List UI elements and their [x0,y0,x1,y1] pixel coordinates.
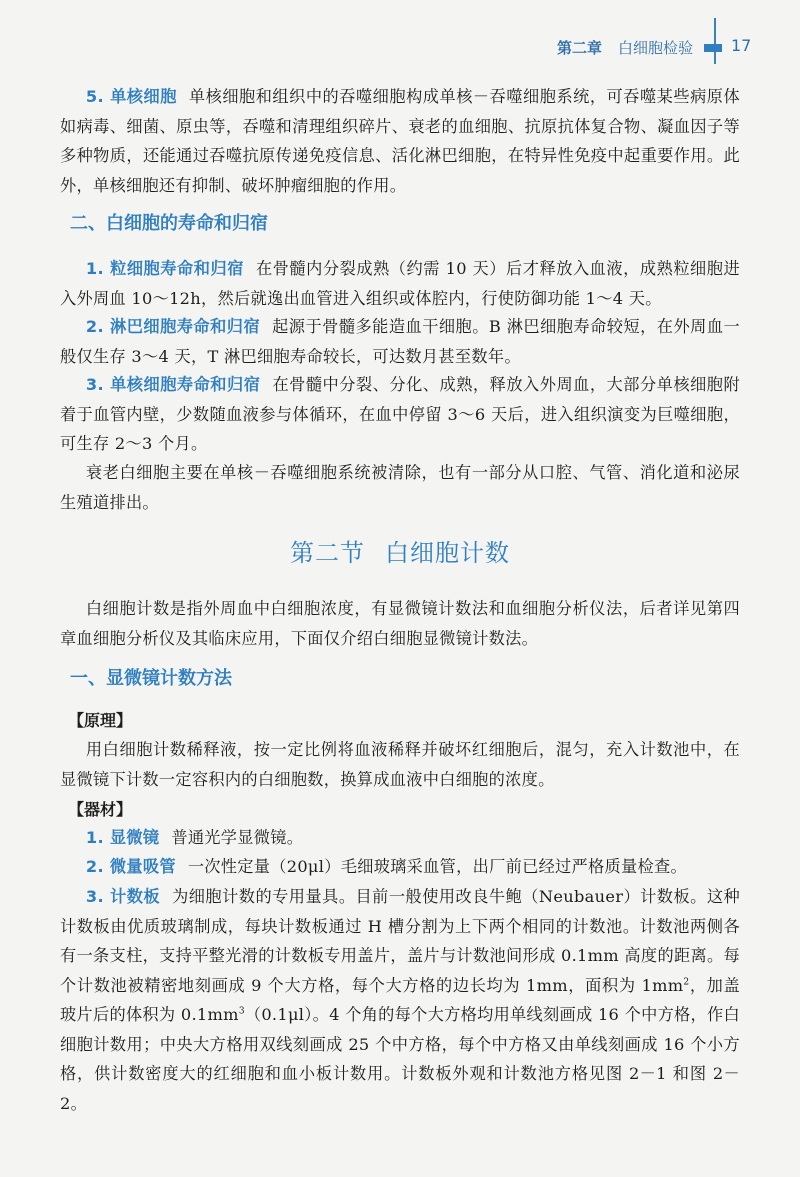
header-accent-bar [704,44,722,52]
page-header [0,0,800,70]
section-number: 第二节 [290,539,365,567]
paragraph-text: 普通光学显微镜。 [171,828,304,847]
paragraph-lead: 1. 粒细胞寿命和归宿 [85,259,244,278]
paragraph-text: 在骨髓内分裂成熟（约需 10 天）后才释放入血液，成熟粒细胞进入外周血 10～12h，然后就逸出血管进入组织或体腔内，行使防御功能 1～4 天。 [60,259,741,308]
paragraph-text: 单核细胞和组织中的吞噬细胞构成单核－吞噬细胞系统，可吞噬某些病原体如病毒、细菌、原虫等，吞噬和清理组织碎片、衰老的血细胞、抗原抗体复合物、凝血因子等多种物质，还能通过吞噬抗原传递免疫信息、活化淋巴细胞，在特异性免疫中起重要作用。此外，单核细胞还有抑制、破坏肿瘤细胞的作用。 [60,87,740,195]
header-chapter: 第二章 [557,39,603,57]
paragraph-text: （0.1μl）。4 个角的每个大方格均用单线刻画成 16 个中方格，作白细胞计数用；中央大方格用双线刻画成 25 个中方格，每个中方格又由单线刻画成 16 个小方格，供计数密度大的红细胞和血小板计数用。计数板外观和计数池方格见图 2－1 和图 2－2。 [60,1005,741,1113]
paragraph-lead: 1. 显微镜 [85,828,160,847]
section-heading-method: 一、显微镜计数方法 [70,668,232,689]
label-equipment: 【器材】 [68,800,133,819]
paragraph-intro: 白细胞计数是指外周血中白细胞浓度，有显微镜计数法和血细胞分析仪法，后者详见第四章血细胞分析仪及其临床应用，下面仅介绍白细胞显微镜计数法。 [60,599,740,648]
paragraph-lead: 2. 淋巴细胞寿命和归宿 [85,317,261,336]
paragraph-microscope [60,823,740,853]
paragraph-text: 一次性定量（20μl）毛细玻璃采血管，出厂前已经过严格质量检查。 [187,857,687,876]
paragraph-lead: 2. 微量吸管 [85,857,176,876]
paragraph-closing: 衰老白细胞主要在单核－吞噬细胞系统被清除，也有一部分从口腔、气管、消化道和泌尿生殖道排出。 [60,463,740,512]
paragraph-lead: 5. 单核细胞 [85,87,177,106]
paragraph-monocyte [60,82,740,200]
paragraph-lymphocyte [60,312,740,371]
section-heading-lifespan: 二、白细胞的寿命和归宿 [70,213,268,234]
paragraph-counting-board [60,882,740,1118]
section-title [0,533,800,568]
paragraph-principle: 用白细胞计数稀释液，按一定比例将血液稀释并破坏红细胞后，混匀，充入计数池中，在显微镜下计数一定容积内的白细胞数，换算成血液中白细胞的浓度。 [60,740,740,789]
header-subject: 白细胞检验 [618,39,694,57]
label-principle: 【原理】 [68,711,133,730]
paragraph-text: ，加盖玻片后的体积为 0.1mm [60,975,740,1024]
paragraph-lead: 3. 计数板 [85,887,161,906]
paragraph-text: 为细胞计数的专用量具。目前一般使用改良牛鲍（Neubauer）计数板。这种计数板由优质玻璃制成，每块计数板通过 H 槽分割为上下两个相同的计数池。计数池两侧各有一条支柱，支持平整光滑的计数板专用盖片，盖片与计数池间形成 0.1mm 高度的距离。每个计数池被精密地刻画成 9 个大方格，每个大方格的边长均为 1mm，面积为 1mm [60,887,740,995]
paragraph-text: 起源于骨髓多能造血干细胞。B 淋巴细胞寿命较短，在外周血一般仅生存 3～4 天，T 淋巴细胞寿命较长，可达数月甚至数年。 [60,317,740,366]
paragraph-lead: 3. 单核细胞寿命和归宿 [85,375,261,394]
paragraph-text: 在骨髓中分裂、分化、成熟，释放入外周血，大部分单核细胞附着于血管内壁，少数随血液参与体循环，在血中停留 3～6 天后，进入组织演变为巨噬细胞，可生存 2～3 个月。 [60,375,740,453]
paragraph-pipette [60,852,740,882]
paragraph-granulocyte [60,254,740,313]
header-divider [714,18,716,64]
superscript-3: 3 [238,1006,245,1017]
section-title-text: 白细胞计数 [385,539,510,567]
superscript-2: 2 [683,977,690,988]
page-number: 17 [731,36,752,55]
paragraph-monocyte-lifespan [60,370,740,459]
